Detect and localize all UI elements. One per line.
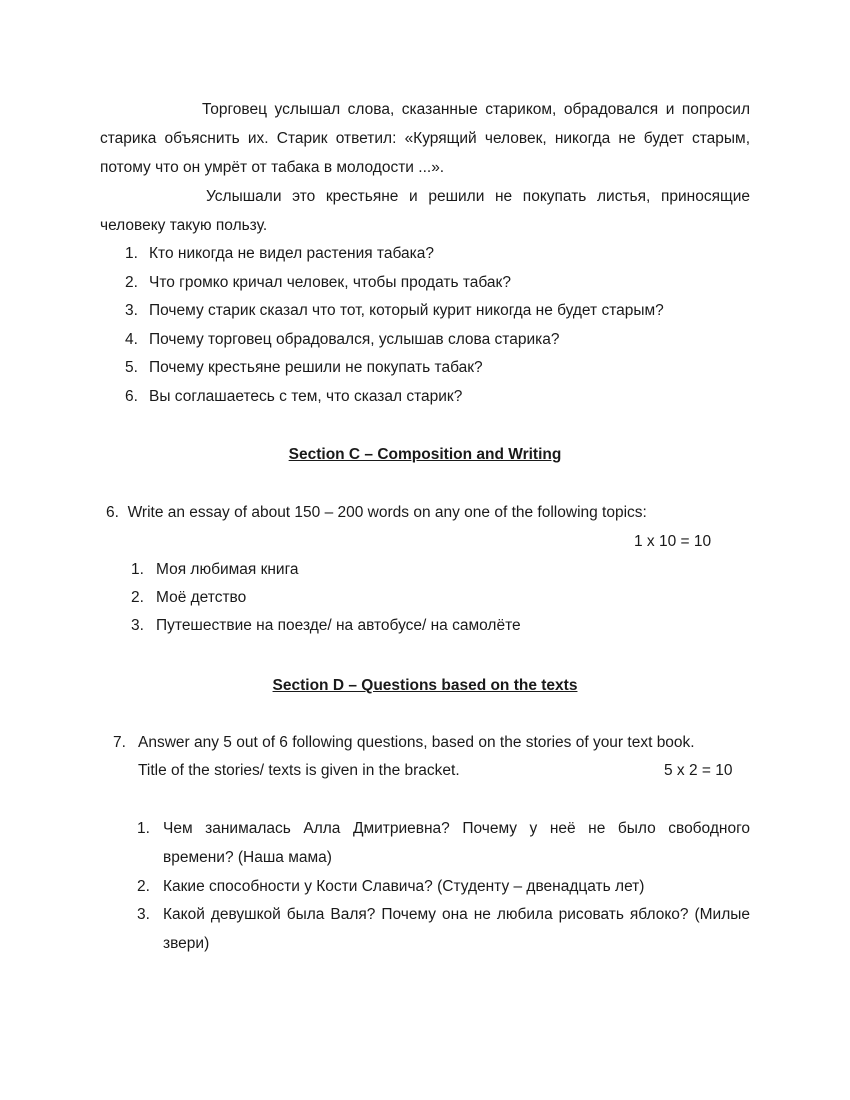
question-number: 3. bbox=[125, 302, 138, 320]
question-number: 4. bbox=[125, 330, 138, 348]
section-c-question bbox=[106, 503, 647, 523]
question-number: 1. bbox=[137, 820, 150, 837]
section-c-title: Section C – Composition and Writing bbox=[288, 446, 562, 463]
list-item bbox=[100, 556, 750, 584]
section-d-question-line-1: Answer any 5 out of 6 following questions, based on the stories of your text book. bbox=[138, 734, 695, 751]
question-text: Почему старик сказал что тот, который курит никогда не будет старым? bbox=[149, 302, 664, 320]
comprehension-question-list bbox=[100, 240, 750, 412]
question-text: Чем занималась Алла Дмитриевна? Почему у неё не было свободного времени? (Наша мама) bbox=[163, 820, 750, 866]
question-number: 2. bbox=[125, 273, 138, 291]
list-item bbox=[100, 383, 750, 412]
topic-number: 2. bbox=[131, 589, 144, 606]
question-number: 2. bbox=[137, 878, 150, 895]
list-item bbox=[100, 240, 750, 269]
section-d-marks: 5 x 2 = 10 bbox=[664, 762, 733, 779]
question-text: Что громко кричал человек, чтобы продать табак? bbox=[149, 273, 511, 291]
list-item bbox=[100, 584, 750, 612]
list-item bbox=[100, 297, 750, 326]
question-text: Кто никогда не видел растения табака? bbox=[149, 245, 434, 262]
section-d-question-line-2: Title of the stories/ texts is given in the bracket. bbox=[138, 762, 460, 779]
list-item bbox=[100, 900, 750, 958]
list-item bbox=[100, 872, 750, 901]
question-number: 6. bbox=[125, 387, 138, 405]
question-number: 6. bbox=[106, 504, 119, 521]
section-d-title: Section D – Questions based on the texts bbox=[272, 677, 578, 694]
question-text: Почему крестьяне решили не покупать табак? bbox=[149, 359, 483, 377]
list-item bbox=[100, 354, 750, 383]
passage-paragraph-1 bbox=[100, 95, 750, 182]
list-item bbox=[100, 326, 750, 355]
question-text: Какие способности у Кости Славича? (Студенту – двенадцать лет) bbox=[163, 878, 645, 895]
passage-paragraph-2 bbox=[100, 182, 750, 240]
question-text: Почему торговец обрадовался, услышав слова старика? bbox=[149, 330, 560, 348]
question-text: Write an essay of about 150 – 200 words on any one of the following topics: bbox=[127, 504, 647, 521]
question-number: 1. bbox=[125, 245, 138, 262]
list-item bbox=[100, 612, 750, 640]
question-text: Вы соглашаетесь с тем, что сказал старик? bbox=[149, 387, 463, 405]
topic-number: 3. bbox=[131, 617, 144, 634]
topic-text: Моё детство bbox=[156, 589, 247, 606]
question-number: 5. bbox=[125, 359, 138, 377]
topic-number: 1. bbox=[131, 561, 144, 578]
list-item bbox=[100, 269, 750, 298]
passage-paragraph-1-text: Торговец услышал слова, сказанные стариком, обрадовался и попросил старика объяснить их. Старик ответил: «Курящий человек, никогда не будет старым, потому что он умрёт от табака в молодости ...». bbox=[100, 101, 750, 176]
question-text: Какой девушкой была Валя? Почему она не любила рисовать яблоко? (Милые звери) bbox=[163, 906, 750, 952]
essay-topic-list bbox=[100, 556, 750, 640]
section-c-marks: 1 x 10 = 10 bbox=[634, 533, 712, 550]
passage-paragraph-2-text: Услышали это крестьяне и решили не покупать листья, приносящие человеку такую пользу. bbox=[100, 188, 750, 234]
question-number: 3. bbox=[137, 906, 150, 923]
topic-text: Путешествие на поезде/ на автобусе/ на самолёте bbox=[156, 617, 521, 634]
list-item bbox=[100, 814, 750, 872]
section-d-question-number: 7. bbox=[113, 734, 126, 751]
topic-text: Моя любимая книга bbox=[156, 561, 299, 578]
